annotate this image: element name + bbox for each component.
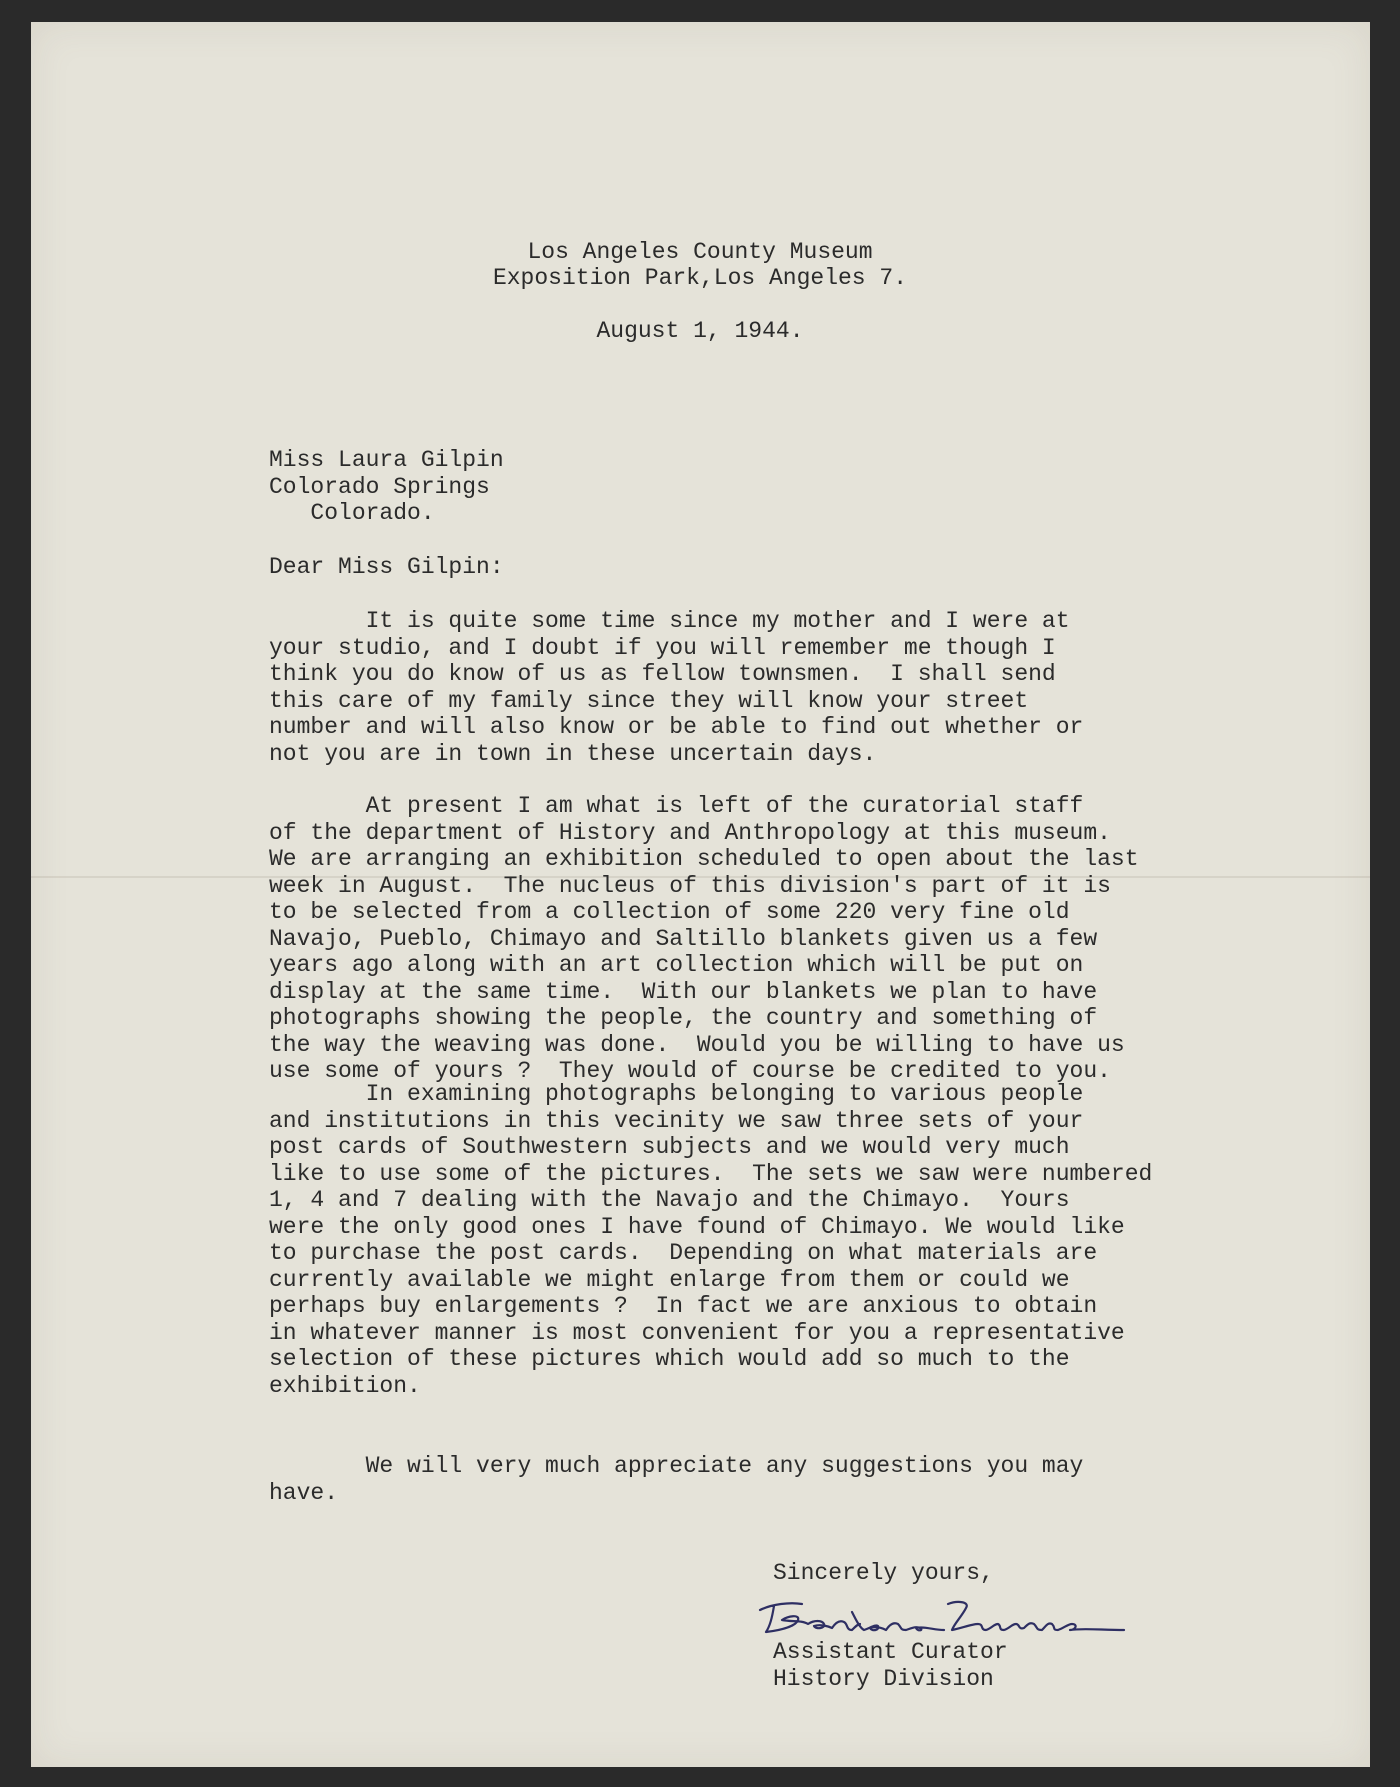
letter-date: August 1, 1944. — [596, 318, 804, 344]
signoff-title: Assistant Curator History Division — [773, 1639, 1008, 1692]
closing: Sincerely yours, — [773, 1560, 994, 1586]
letterhead-institution: Los Angeles County Museum — [527, 239, 873, 265]
body-paragraph-3: In examining photographs belonging to various people and institutions in this vecinity we saw three sets of your post cards of Southwestern subjects and we would very much like to use some of the pictures. The sets we saw were numbered 1, 4 and 7 dealing with the Navajo and the Chimayo. Yours were the only good ones I have found of Chimayo. We would like to purchase the post cards. Depending on what materials are currently available we might enlarge from them or could we perhaps buy enlargements ? In fact we are anxious to obtain in whatever manner is most convenient for you a representative selection of these pictures which would add so much to the exhibition. — [269, 1081, 1153, 1399]
body-paragraph-2: At present I am what is left of the curatorial staff of the department of History and Anthropology at this museum. We are arranging an exhibition scheduled to open about the last week in August. The nucleus of this division's part of it is to be selected from a collection of some 220 very fine old Navajo, Pueblo, Chimayo and Saltillo blankets given us a few years ago along with an art collection which will be put on display at the same time. With our blankets we plan to have photographs showing the people, the country and something of the way the weaving was done. Would you be willing to have us use some of yours ? They would of course be credited to you. — [269, 793, 1139, 1084]
recipient-address: Miss Laura Gilpin Colorado Springs Colorado. — [269, 447, 504, 526]
letterhead-address: Exposition Park,Los Angeles 7. — [492, 265, 908, 291]
handwritten-signature — [752, 1590, 1132, 1640]
salutation: Dear Miss Gilpin: — [269, 554, 504, 580]
body-paragraph-4: We will very much appreciate any suggestions you may have. — [269, 1453, 1084, 1506]
body-paragraph-1: It is quite some time since my mother and I were at your studio, and I doubt if you will remember me though I think you do know of us as fellow townsmen. I shall send this care of my family since they will know your street number and will also know or be able to find out whether or not you are in town in these uncertain days. — [269, 608, 1084, 767]
